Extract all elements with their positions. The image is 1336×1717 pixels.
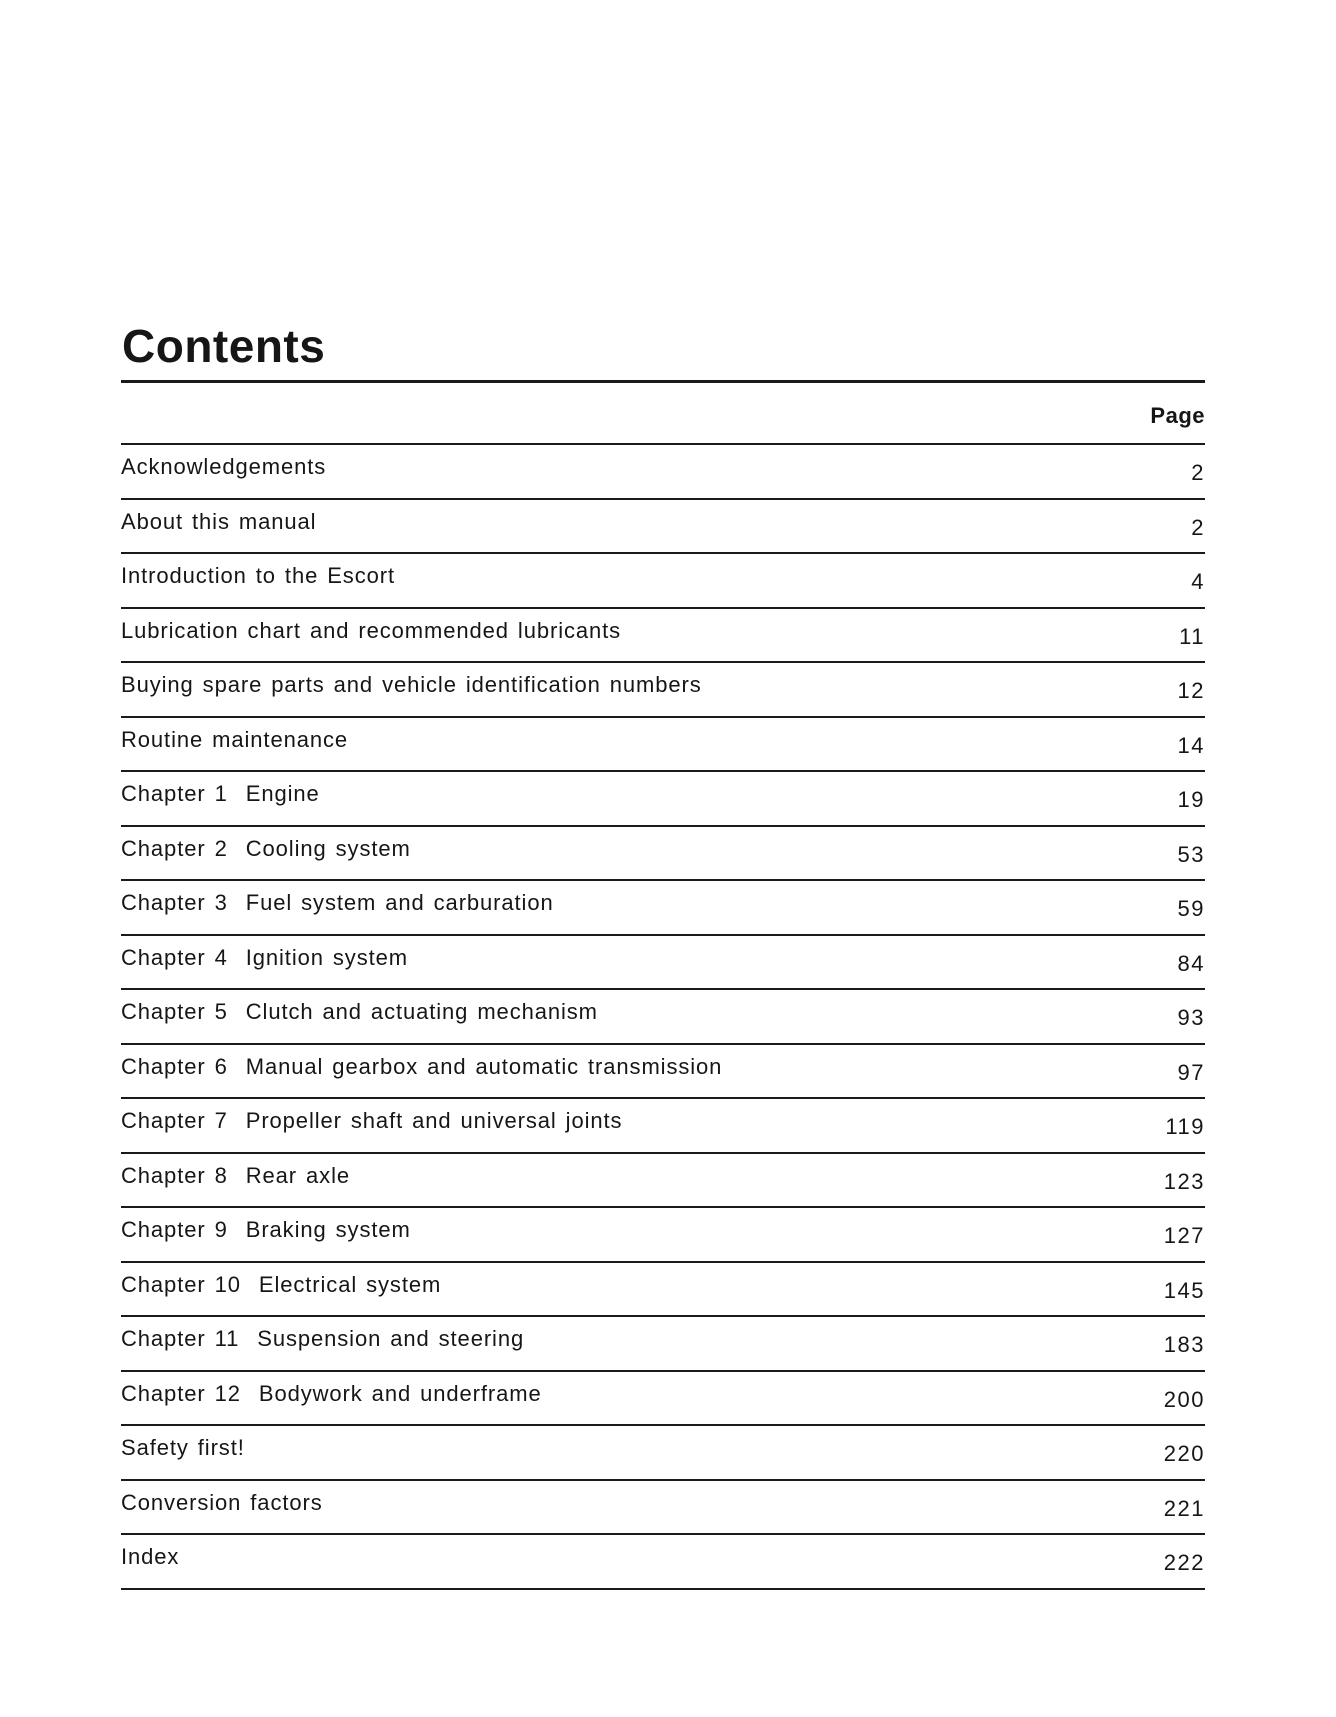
toc-entry[interactable]: [121, 445, 1205, 500]
toc-entry-label: Acknowledgements: [121, 454, 327, 479]
toc-entry-page: 53: [1177, 841, 1205, 867]
toc-entry-label: Buying spare parts and vehicle identification numbers: [121, 672, 702, 697]
toc-entry-page: 2: [1191, 514, 1205, 540]
toc-entry-label: Safety first!: [121, 1435, 245, 1460]
toc-entry-label: Chapter 9 Braking system: [121, 1217, 411, 1242]
toc-entry-page: 183: [1163, 1332, 1205, 1357]
toc-entry[interactable]: [121, 1154, 1205, 1209]
toc-entry-label: Routine maintenance: [121, 726, 349, 752]
toc-entry-label: Chapter 1 Engine: [121, 781, 320, 806]
toc-entry[interactable]: [121, 1045, 1205, 1100]
toc-entry-page: 59: [1177, 896, 1205, 921]
toc-entry-label: About this manual: [121, 508, 317, 534]
toc-entry[interactable]: [121, 881, 1205, 936]
toc-entry-page: 127: [1163, 1223, 1205, 1248]
toc-entry-label: Chapter 2 Cooling system: [121, 835, 411, 861]
toc-entry-page: 19: [1177, 787, 1205, 812]
column-header: [121, 383, 1205, 443]
toc-entry-page: 97: [1177, 1059, 1205, 1085]
toc-entry-label: Chapter 10 Electrical system: [121, 1271, 442, 1297]
toc-entry-page: 4: [1191, 569, 1205, 594]
toc-entry[interactable]: [121, 554, 1205, 609]
page-column-label: Page: [1150, 403, 1205, 428]
toc-entry-page: 221: [1163, 1495, 1205, 1521]
toc-entry[interactable]: [121, 827, 1205, 882]
toc-entry[interactable]: [121, 718, 1205, 773]
toc-entry[interactable]: [121, 1426, 1205, 1481]
toc-entry-page: 11: [1179, 623, 1205, 649]
toc-entry-label: Chapter 4 Ignition system: [121, 944, 408, 970]
toc-entry[interactable]: [121, 1208, 1205, 1263]
toc-entry-label: Chapter 7 Propeller shaft and universal joints: [121, 1108, 623, 1133]
toc-entry[interactable]: [121, 609, 1205, 664]
toc-entry-page: 123: [1163, 1168, 1205, 1194]
toc-entry[interactable]: [121, 1317, 1205, 1372]
toc-entry-label: Chapter 6 Manual gearbox and automatic transmission: [121, 1053, 723, 1079]
toc-entry[interactable]: [121, 500, 1205, 555]
page-title: Contents: [122, 320, 326, 372]
toc-entry-label: Chapter 12 Bodywork and underframe: [121, 1380, 542, 1406]
toc-entry-label: Chapter 11 Suspension and steering: [121, 1326, 525, 1351]
toc-entry-page: 84: [1177, 950, 1205, 976]
toc-entry[interactable]: [121, 1535, 1205, 1590]
toc-entry-page: 222: [1163, 1550, 1205, 1575]
toc-entry-page: 2: [1191, 460, 1205, 485]
toc-entry-label: Conversion factors: [121, 1489, 323, 1515]
toc-entry-label: Chapter 5 Clutch and actuating mechanism: [121, 999, 598, 1024]
toc-entry[interactable]: [121, 772, 1205, 827]
toc-entry-label: Index: [121, 1544, 180, 1569]
toc-entry[interactable]: [121, 1263, 1205, 1318]
toc-entry-page: 93: [1177, 1005, 1205, 1030]
toc-entry[interactable]: [121, 663, 1205, 718]
toc-entry[interactable]: [121, 1099, 1205, 1154]
toc-entry-page: 200: [1163, 1386, 1205, 1412]
toc-entry-page: 119: [1165, 1114, 1205, 1139]
toc-entry[interactable]: [121, 936, 1205, 991]
toc-entry-page: 14: [1177, 732, 1205, 758]
toc-entry[interactable]: [121, 1481, 1205, 1536]
contents-page: [121, 318, 1205, 1590]
toc-entry-label: Introduction to the Escort: [121, 563, 395, 588]
toc-list: [121, 443, 1205, 1590]
toc-entry-label: Chapter 8 Rear axle: [121, 1162, 350, 1188]
toc-entry-label: Chapter 3 Fuel system and carburation: [121, 890, 554, 915]
toc-entry-page: 12: [1177, 678, 1205, 703]
toc-entry-page: 220: [1163, 1441, 1205, 1466]
toc-entry[interactable]: [121, 1372, 1205, 1427]
toc-entry-page: 145: [1163, 1277, 1205, 1303]
toc-entry[interactable]: [121, 990, 1205, 1045]
toc-entry-label: Lubrication chart and recommended lubricants: [121, 617, 622, 643]
